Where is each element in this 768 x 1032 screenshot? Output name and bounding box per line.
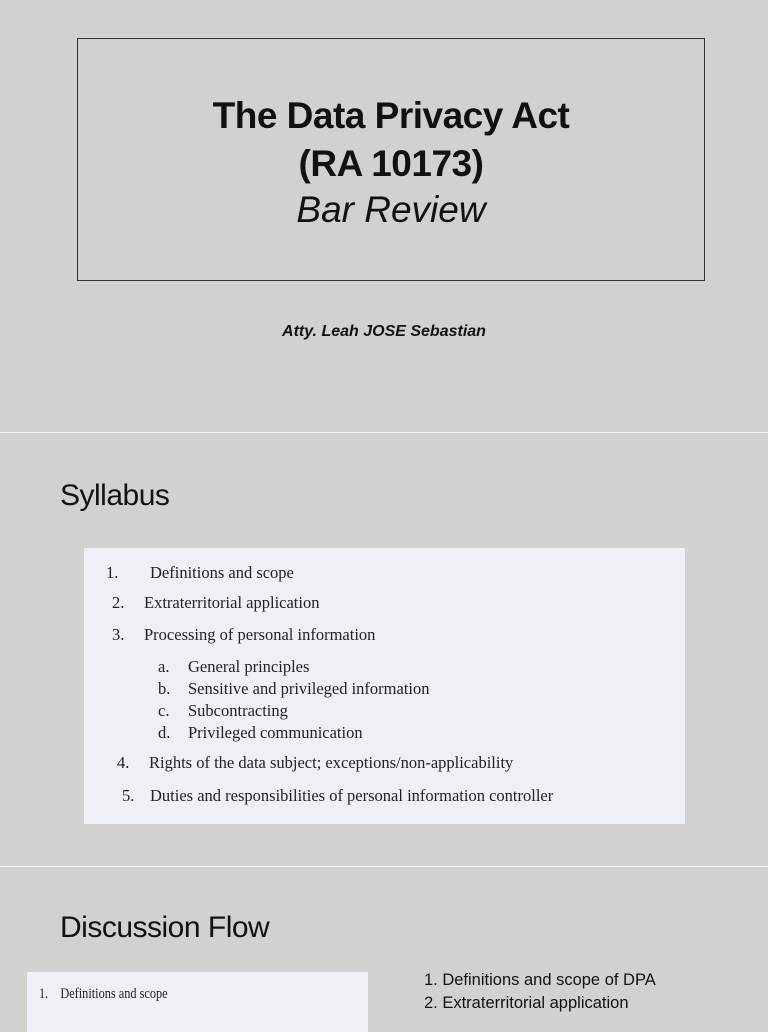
list-item: b. Sensitive and privileged information [158,679,430,698]
list-item: d. Privileged communication [158,723,363,742]
list-item: 2. Extraterritorial application [112,593,320,612]
list-item: a. General principles [158,657,310,676]
list-item: 3. Processing of personal information [112,625,376,644]
author: Atty. Leah JOSE Sebastian [282,323,486,340]
syllabus-slide [0,433,768,866]
list-item: 2. Extraterritorial application [424,994,629,1012]
slide-heading: Syllabus [60,479,170,512]
title-slide [0,0,768,432]
list-item: 5. Duties and responsibilities of personal information controller [122,786,554,805]
list-item: 1. Definitions and scope of DPA [424,971,656,989]
slide-heading: Discussion Flow [60,911,270,944]
title-box [77,38,705,281]
discussion-list [424,969,656,1015]
list-item: 1. Definitions and scope [106,563,294,582]
list-item: 4. Rights of the data subject; exceptions/non-applicability [117,753,514,772]
list-item: 1. Definitions and scope [39,986,168,1002]
discussion-scan [27,972,368,1032]
title-line-2: (RA 10173) [298,143,484,184]
title-line-1: The Data Privacy Act [212,95,570,136]
discussion-flow-slide [0,867,768,1024]
syllabus-scan [84,548,685,824]
list-item: c. Subcontracting [158,701,288,720]
subtitle: Bar Review [296,189,486,230]
